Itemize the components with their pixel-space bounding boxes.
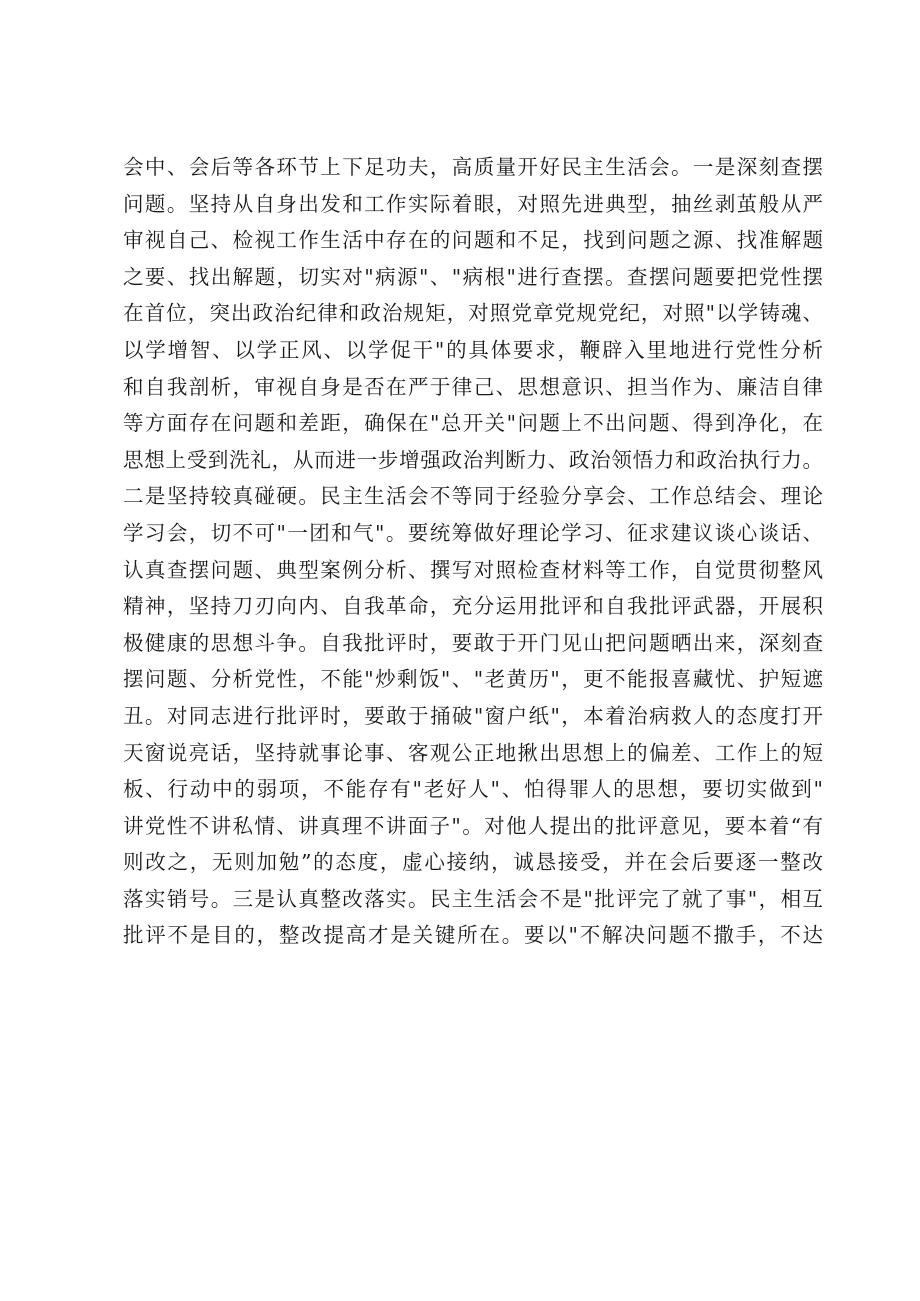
- text-line-8: 等方面存在问题和差距，确保在"总开关"问题上不出问题、得到净化，在: [123, 411, 823, 436]
- text-line-15: 摆问题、分析党性，不能"炒剩饭"、"老黄历"，更不能报喜藏忧、护短遮: [123, 667, 823, 692]
- text-line-20: 则改之，无则加勉”的态度，虚心接纳，诚恳接受，并在会后要逐一整改: [123, 850, 823, 875]
- text-line-10: 二是坚持较真碰硬。民主生活会不等同于经验分享会、工作总结会、理论: [123, 484, 823, 509]
- text-line-9: 思想上受到洗礼，从而进一步增强政治判断力、政治领悟力和政治执行力。: [123, 447, 823, 472]
- text-line-5: 在首位，突出政治纪律和政治规矩，对照党章党规党纪，对照"以学铸魂、: [123, 301, 823, 326]
- text-line-4: 之要、找出解题，切实对"病源"、"病根"进行查摆。查摆问题要把党性摆: [123, 264, 823, 289]
- text-line-21: 落实销号。三是认真整改落实。民主生活会不是"批评完了就了事"，相互: [123, 886, 823, 911]
- text-line-13: 精神，坚持刀刃向内、自我革命，充分运用批评和自我批评武器，开展积: [123, 594, 823, 619]
- text-line-19: 讲党性不讲私情、讲真理不讲面子"。对他人提出的批评意见，要本着“有: [123, 813, 823, 838]
- text-line-18: 板、行动中的弱项，不能存有"老好人"、怕得罪人的思想，要切实做到": [123, 777, 823, 802]
- text-line-17: 天窗说亮话，坚持就事论事、客观公正地揪出思想上的偏差、工作上的短: [123, 740, 823, 765]
- text-line-14: 极健康的思想斗争。自我批评时，要敢于开门见山把问题晒出来，深刻查: [123, 630, 823, 655]
- body-text: [123, 149, 823, 954]
- text-line-3: 审视自己、检视工作生活中存在的问题和不足，找到问题之源、找准解题: [123, 228, 823, 253]
- text-line-12: 认真查摆问题、典型案例分析、撰写对照检查材料等工作，自觉贯彻整风: [123, 557, 823, 582]
- text-line-1: 会中、会后等各环节上下足功夫，高质量开好民主生活会。一是深刻查摆: [123, 155, 823, 179]
- text-line-22: 批评不是目的，整改提高才是关键所在。要以"不解决问题不撒手，不达: [123, 923, 823, 948]
- text-line-2: 问题。坚持从自身出发和工作实际着眼，对照先进典型，抽丝剥茧般从严: [123, 191, 823, 216]
- text-line-11: 学习会，切不可"一团和气"。要统筹做好理论学习、征求建议谈心谈话、: [123, 520, 823, 545]
- text-line-16: 丑。对同志进行批评时，要敢于捅破"窗户纸"，本着治病救人的态度打开: [123, 703, 823, 728]
- text-line-6: 以学增智、以学正风、以学促干"的具体要求，鞭辟入里地进行党性分析: [123, 337, 823, 362]
- text-line-7: 和自我剖析，审视自身是否在严于律己、思想意识、担当作为、廉洁自律: [123, 374, 823, 399]
